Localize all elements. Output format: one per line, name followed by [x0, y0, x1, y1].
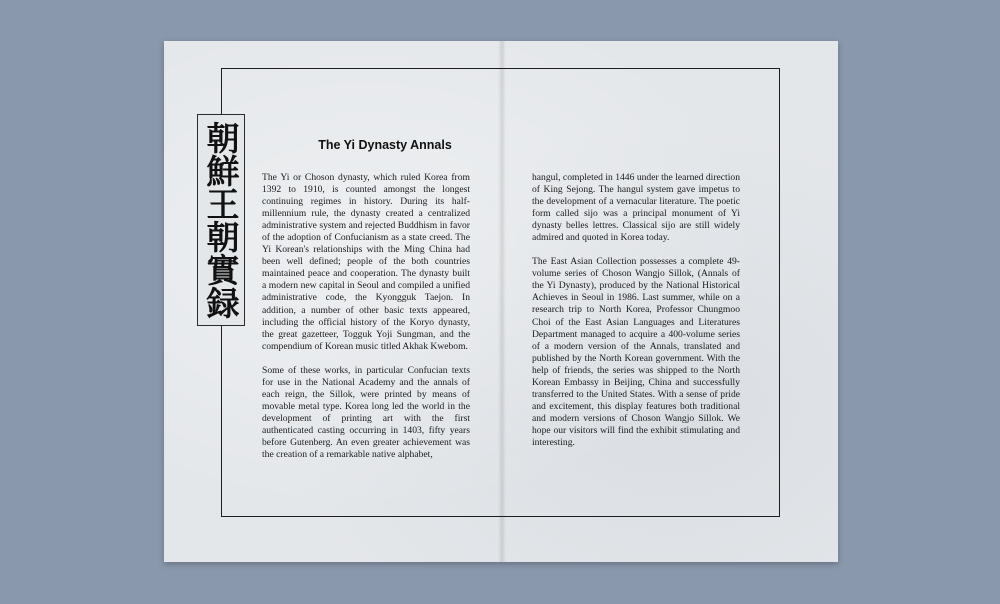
left-paragraph-2: Some of these works, in particular Confucian texts for use in the National Academy and the annals of each reign, the Sillok, were printed by means of movable metal type. Korea long led the world in the development of printing art with the first authenticated casting occurring in 1403, fifty years before Gutenberg. An even greater achievement was the creation of a remarkable native alphabet, — [262, 364, 470, 461]
right-paragraph-2: The East Asian Collection possesses a complete 49-volume series of Choson Wangjo Sillok, (Annals of the Yi Dynasty), produced by the National Historical Achieves in Seoul in 1986. Last summer, while on a research trip to North Korea, Professor Chungmoo Choi of the East Asian Languages and Literatures Department managed to acquire a 400-volume series of a modern version of the Annals, translated and published by the North Korean government. With the help of friends, the series was shipped to the North Korean Embassy in Beijing, China and successfully transferred to the United States. With a sense of pride and excitement, this display features both traditional and modern versions of Choson Wangjo Sillok. We hope our visitors will find the exhibit stimulating and interesting. — [532, 256, 740, 448]
left-column — [262, 172, 470, 473]
right-column — [532, 172, 740, 461]
right-paragraph-1: hangul, completed in 1446 under the learned direction of King Sejong. The hangul system gave impetus to the development of a vernacular literature. The poetic form called sijo was a principal monument of Yi dynasty belles lettres. Classical sijo are still widely admired and quoted in Korea today. — [532, 172, 740, 244]
vertical-title-box — [197, 114, 245, 326]
left-paragraph-1: The Yi or Choson dynasty, which ruled Korea from 1392 to 1910, is counted amongst the longest continuing regimes in history. During its half-millennium rule, the dynasty created a centralized administrative system and rejected Buddhism in favor of the adoption of Confucianism as a state creed. The Yi Korean's relationships with the Ming China had been well defined; people of the both countries maintained peace and cooperation. The dynasty built a modern new capital in Seoul and compiled a unified administrative code, the Kyongguk Taejon. In addition, a number of other basic texts appeared, including the official history of the Koryo dynasty, the great gazetteer, Togguk Yoji Sungman, and the compendium of Korean music titled Akhak Kwebom. — [262, 172, 470, 352]
page-heading: The Yi Dynasty Annals — [318, 138, 452, 152]
vertical-title: 朝鮮王朝實録 — [201, 121, 241, 319]
brochure-spread — [164, 41, 838, 562]
